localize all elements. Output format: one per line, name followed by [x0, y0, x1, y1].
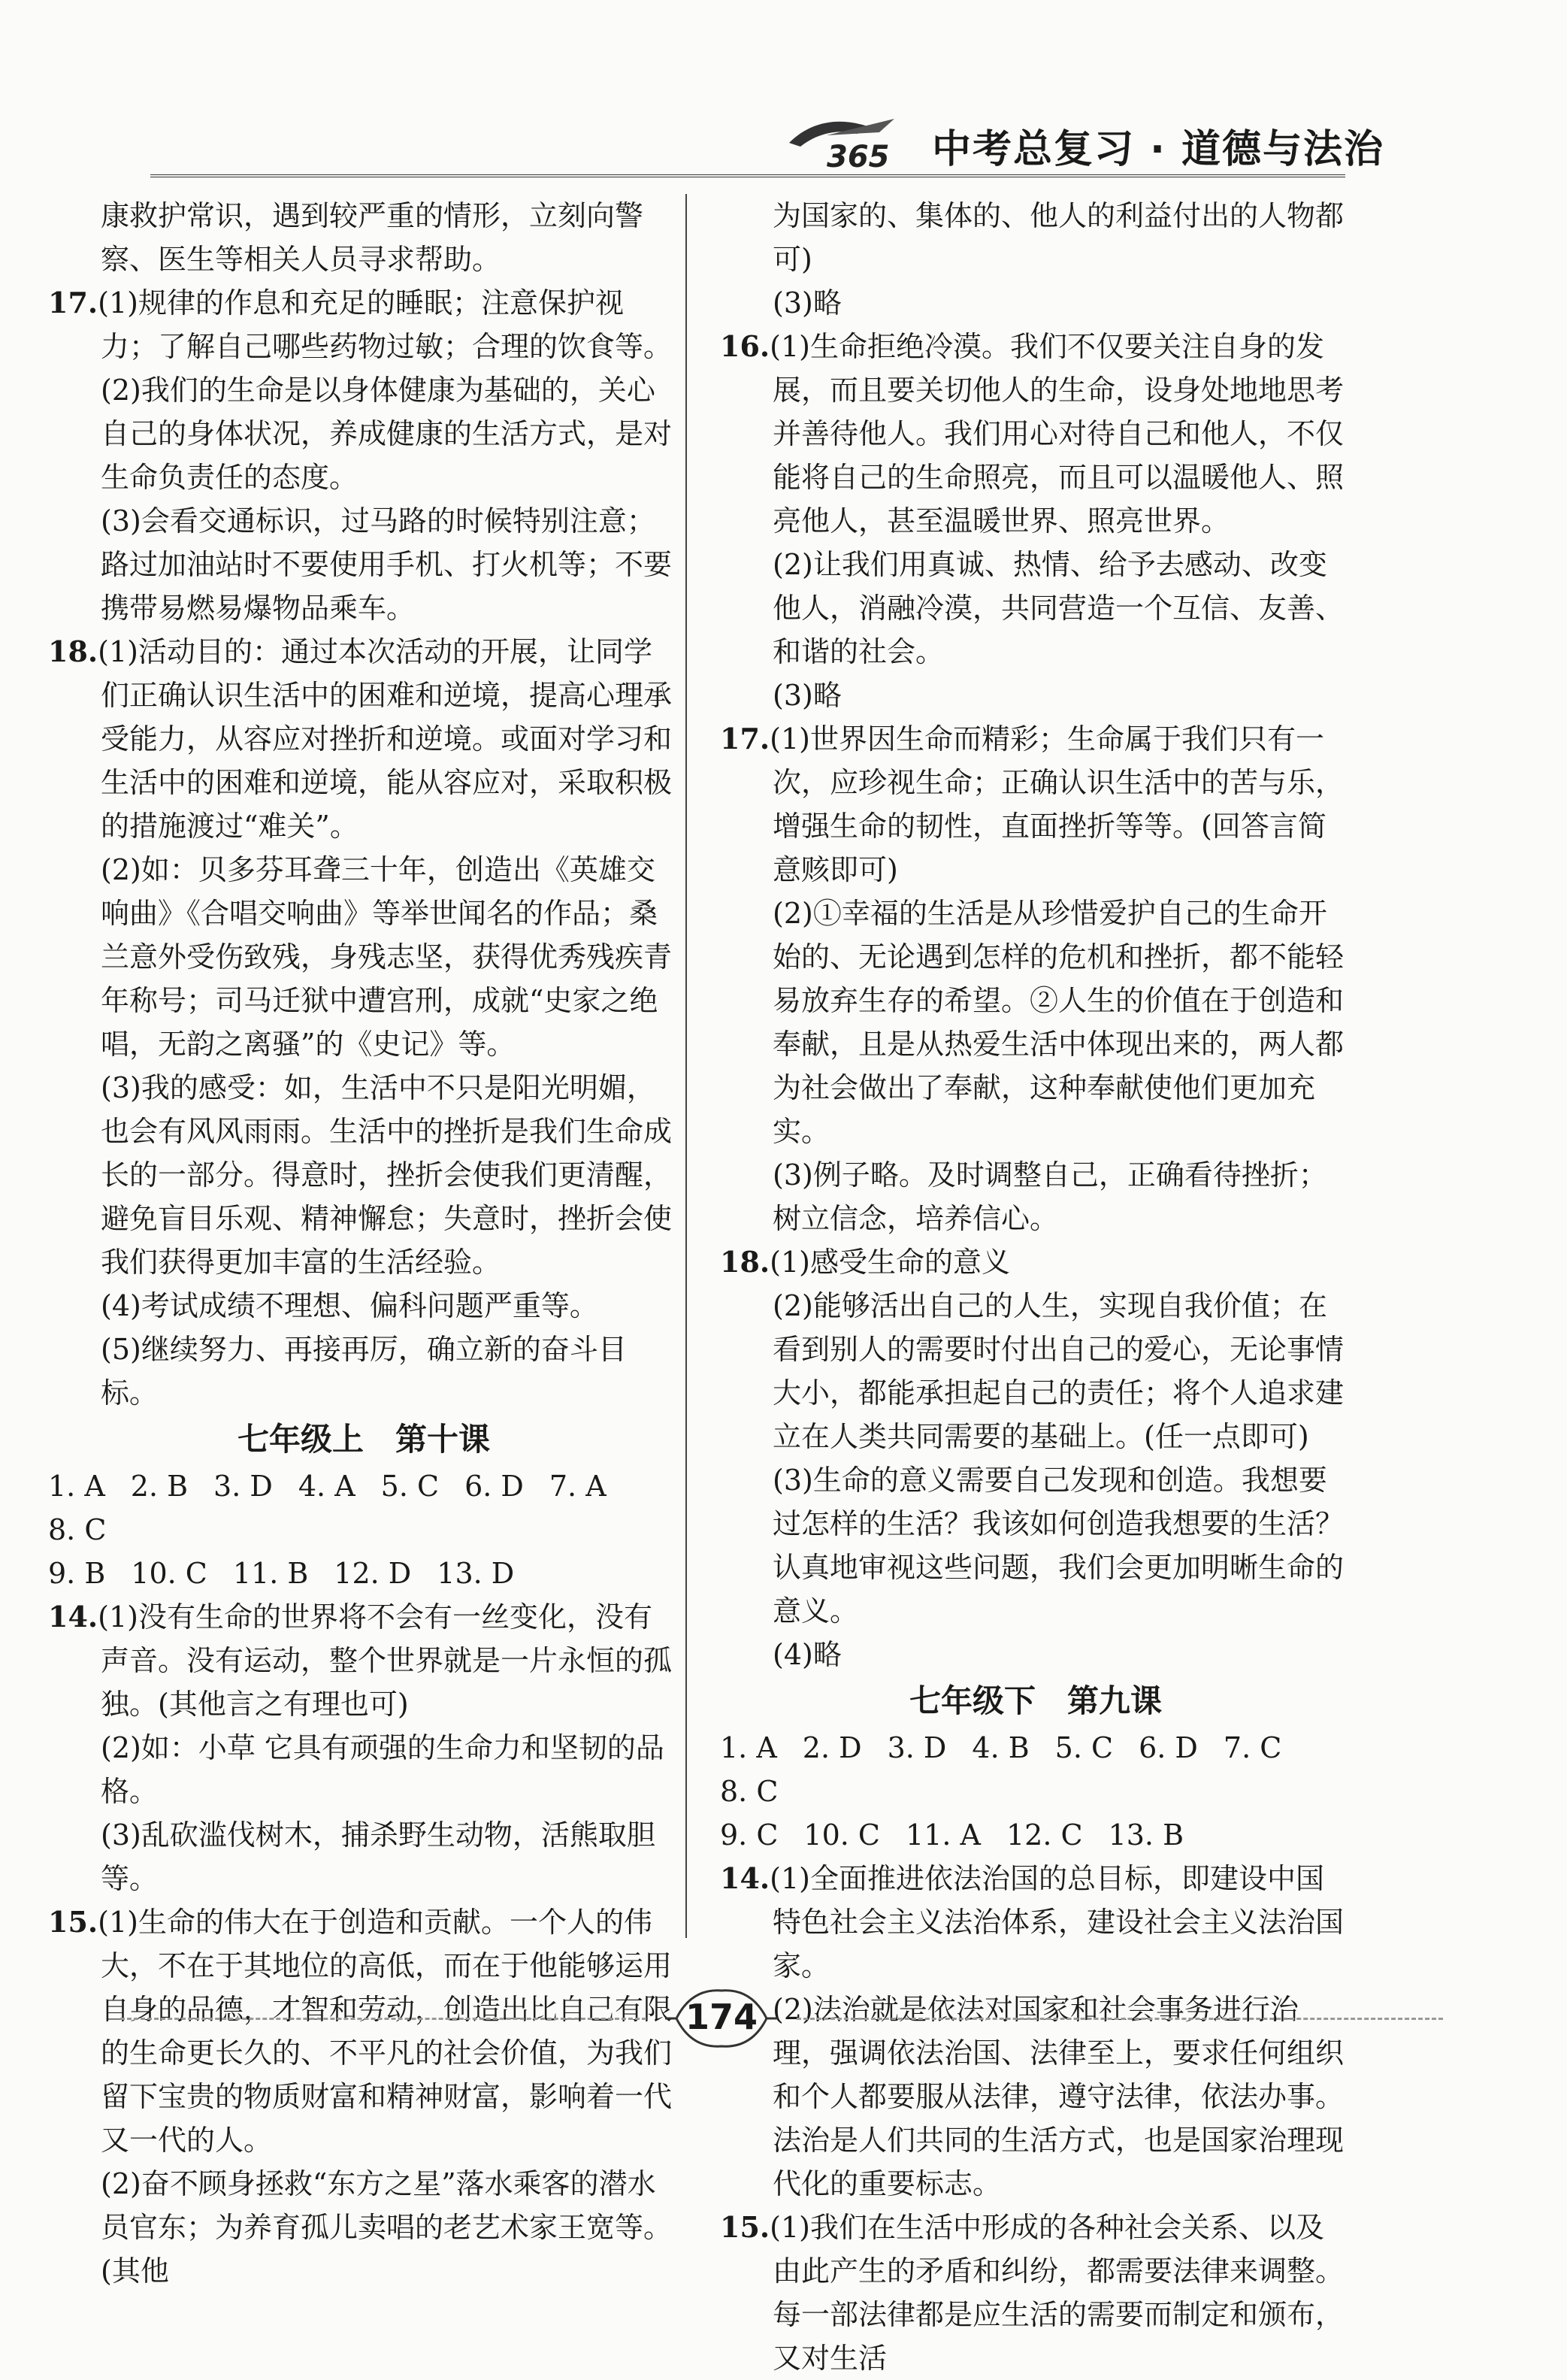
mc-answer: 13. D	[437, 1557, 515, 1590]
mc-answer: 11. B	[232, 1557, 309, 1590]
mc-answer: 4. B	[972, 1731, 1030, 1764]
question-18-part3: (3)我的感受：如，生活中不只是阳光明媚，也会有风风雨雨。生活中的挫折是我们生命成长的一部分。得意时，挫折会使我们更清醒，避免盲目乐观、精神懈怠；失意时，挫折会使我们获得更加丰富的生活经验。	[101, 1071, 673, 1279]
section-title: 七年级上 第十课	[237, 1421, 490, 1458]
question-18-part2: (2)如：贝多芬耳聋三十年，创造出《英雄交响曲》《合唱交响曲》等举世闻名的作品；桑兰意外受伤致残，身残志坚，获得优秀残疾青年称号；司马迁狱中遭宫刑，成就“史家之绝唱，无韵之离骚”的《史记》等。	[101, 853, 673, 1061]
question-18-part5: (5)继续努力、再接再厉，确立新的奋斗目标。	[101, 1333, 627, 1410]
svg-text:365: 365	[827, 140, 890, 173]
mc-answer: 7. A	[549, 1470, 607, 1503]
question-14: 14.(1)没有生命的世界将不会有一丝变化，没有声音。没有运动，整个世界就是一片永恒的孤独。(其他言之有理也可)	[48, 1600, 673, 1721]
left-column	[48, 194, 679, 2293]
question-18-part4: (4)略	[773, 1638, 842, 1671]
mc-answer: 2. D	[802, 1731, 862, 1764]
question-17-part2: (2)①幸福的生活是从珍惜爱护自己的生命开始的、无论遇到怎样的危机和挫折，都不能轻易放弃生存的希望。②人生的价值在于创造和奉献，且是从热爱生活中体现出来的，两人都为社会做出了奉献，这种奉献使他们更加充实。	[773, 897, 1345, 1148]
mc-answers-row	[48, 1552, 679, 1595]
text-line: 康救护常识，遇到较严重的情形，立刻向警察、医生等相关人员寻求帮助。	[101, 199, 644, 276]
mc-answers-row	[48, 1464, 679, 1552]
mc-answer: 12. C	[1006, 1818, 1083, 1852]
question-17-part2: (2)我们的生命是以身体健康为基础的，关心自己的身体状况，养成健康的生活方式，是对生命负责任的态度。	[101, 374, 673, 494]
mc-answer: 13. B	[1108, 1818, 1184, 1852]
question-16-part3: (3)略	[773, 679, 842, 712]
question-18: 18.(1)活动目的：通过本次活动的开展，让同学们正确认识生活中的困难和逆境，提高心理承受能力，从容应对挫折和逆境。或面对学习和生活中的困难和逆境，能从容应对，采取积极的措施渡过“难关”。	[48, 634, 673, 843]
mc-answer: 8. C	[48, 1513, 107, 1546]
mc-answer: 3. D	[213, 1470, 273, 1503]
mc-answer: 3. D	[887, 1731, 947, 1764]
mc-answer: 4. A	[298, 1470, 355, 1503]
question-14: 14.(1)全面推进依法治国的总目标，即建设中国特色社会主义法治体系，建设社会主义法治国家。	[720, 1861, 1345, 1982]
mc-answer: 8. C	[720, 1775, 779, 1808]
question-16: 16.(1)生命拒绝冷漠。我们不仅要关注自身的发展，而且要关切他人的生命，设身处地地思考并善待他人。我们用心对待自己和他人，不仅能将自己的生命照亮，而且可以温暖他人、照亮他人，甚至温暖世界、照亮世界。	[720, 329, 1345, 537]
mc-answer: 1. A	[720, 1731, 777, 1764]
question-14-part3: (3)乱砍滥伐树木，捕杀野生动物，活熊取胆等。	[101, 1818, 655, 1895]
question-17: 17.(1)规律的作息和充足的睡眠；注意保护视力；了解自己哪些药物过敏；合理的饮食等。	[48, 286, 673, 363]
mc-answer: 6. D	[1139, 1731, 1198, 1764]
question-18-part4: (4)考试成绩不理想、偏科问题严重等。	[101, 1289, 598, 1322]
question-15-part2: (2)奋不顾身拯救“东方之星”落水乘客的潜水员官东；为养育孤儿卖唱的老艺术家王宽等。(其他	[101, 2167, 673, 2288]
mc-answer: 6. D	[464, 1470, 524, 1503]
question-18: 18.(1)感受生命的意义	[720, 1245, 1010, 1279]
question-17-part3: (3)例子略。及时调整自己，正确看待挫折；树立信念，培养信心。	[773, 1158, 1327, 1235]
column-divider	[685, 194, 687, 1938]
page-footer	[120, 1985, 1443, 2052]
question-14-part2: (2)法治就是依法对国家和社会事务进行治理，强调依法治国、法律至上，要求任何组织和个人都要服从法律，遵守法律，依法办事。法治是人们共同的生活方式，也是国家治理现代化的重要标志。	[773, 1993, 1345, 2200]
mc-answers-row	[720, 1813, 1351, 1857]
page-number-badge	[661, 1985, 782, 2052]
mc-answer: 5. C	[1054, 1731, 1114, 1764]
mc-answer: 12. D	[334, 1557, 412, 1590]
page-header	[150, 113, 1384, 188]
mc-answer: 1. A	[48, 1470, 105, 1503]
text-line: (3)略	[773, 286, 842, 319]
mc-answer: 7. C	[1223, 1731, 1282, 1764]
question-14-part2: (2)如：小草 它具有顽强的生命力和坚韧的品格。	[101, 1731, 664, 1808]
mc-answer: 9. C	[720, 1818, 779, 1852]
footer-dashed-line	[797, 2018, 1443, 2020]
mc-answer: 10. C	[131, 1557, 207, 1590]
question-17-part3: (3)会看交通标识，过马路的时候特别注意；路过加油站时不要使用手机、打火机等；不要携带易燃易爆物品乘车。	[101, 504, 673, 625]
text-line: 为国家的、集体的、他人的利益付出的人物都可)	[773, 199, 1345, 276]
mc-answer: 5. C	[380, 1470, 440, 1503]
question-18-part2: (2)能够活出自己的人生，实现自我价值；在看到别人的需要时付出自己的爱心，无论事情大小，都能承担起自己的责任；将个人追求建立在人类共同需要的基础上。(任一点即可)	[773, 1289, 1345, 1453]
header-rule	[150, 174, 1345, 177]
logo-365-icon	[782, 113, 917, 173]
mc-answer: 11. A	[906, 1818, 981, 1852]
mc-answer: 9. B	[48, 1557, 106, 1590]
page-header-title: 中考总复习 · 道德与法治	[932, 127, 1384, 172]
mc-answers-row	[720, 1726, 1351, 1813]
footer-dashed-line	[120, 2018, 646, 2020]
question-17: 17.(1)世界因生命而精彩；生命属于我们只有一次，应珍视生命；正确认识生活中的苦与乐，增强生命的韧性，直面挫折等等。(回答言简意赅即可)	[720, 722, 1345, 886]
question-15: 15.(1)我们在生活中形成的各种社会关系、以及由此产生的矛盾和纠纷，都需要法律来调整。每一部法律都是应生活的需要而制定和颁布，又对生活	[720, 2210, 1345, 2375]
page-number: 174	[685, 1997, 758, 2037]
question-18-part3: (3)生命的意义需要自己发现和创造。我想要过怎样的生活？我该如何创造我想要的生活？认真地审视这些问题，我们会更加明晰生命的意义。	[773, 1464, 1345, 1628]
mc-answer: 2. B	[130, 1470, 189, 1503]
question-15: 15.(1)生命的伟大在于创造和贡献。一个人的伟大，不在于其地位的高低，而在于他能够运用自身的品德，才智和劳动，创造出比自己有限的生命更长久的、不平凡的社会价值，为我们留下宝贵的物质财富和精神财富，影响着一代又一代的人。	[48, 1905, 673, 2157]
mc-answer: 10. C	[803, 1818, 881, 1852]
question-16-part2: (2)让我们用真诚、热情、给予去感动、改变他人，消融冷漠，共同营造一个互信、友善、和谐的社会。	[773, 548, 1345, 668]
section-title: 七年级下 第九课	[909, 1682, 1162, 1719]
